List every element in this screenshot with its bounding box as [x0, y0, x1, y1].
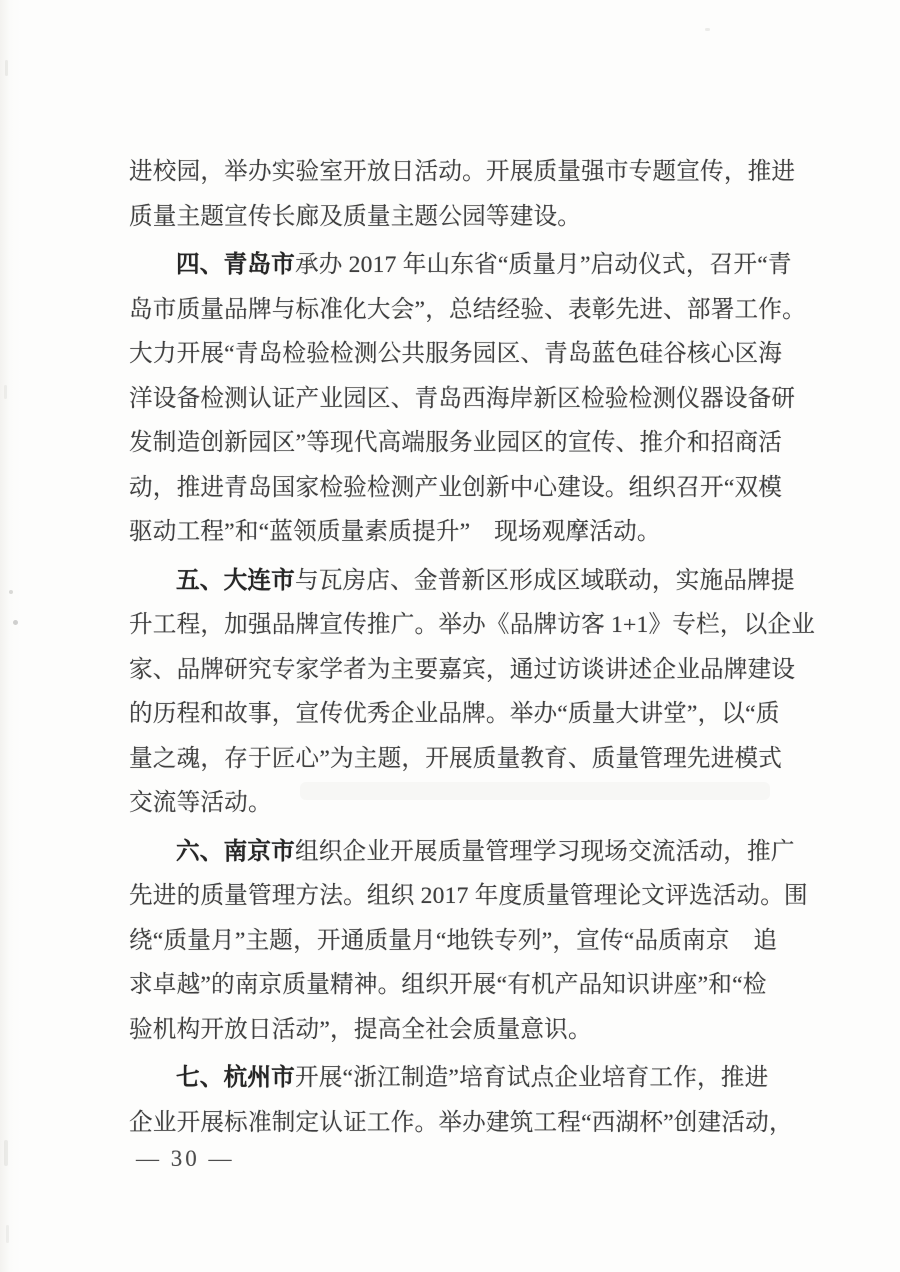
- line-text: 进校园，举办实验室开放日活动。开展质量强市专题宣传，推进: [129, 159, 796, 185]
- text-line: [129, 648, 799, 693]
- city-heading-nanjing: 六、南京市: [176, 838, 295, 865]
- text-line: [129, 195, 799, 240]
- scan-edge-mark: [4, 1140, 8, 1166]
- text-line: [129, 377, 799, 422]
- page-number: — 30 —: [136, 1146, 235, 1171]
- scan-edge-mark: [6, 1225, 9, 1243]
- line-text: 绕“质量月”主题，开通质量月“地铁专列”，宣传“品质南京 追: [129, 927, 778, 954]
- line-text: 承办 2017 年山东省“质量月”启动仪式，召开“青: [294, 252, 792, 278]
- line-text: 先进的质量管理方法。组织 2017 年度质量管理论文评选活动。围: [129, 883, 808, 909]
- line-text: 开展“浙江制造”培育试点企业培育工作，推进: [294, 1065, 769, 1091]
- scan-edge-mark: [4, 385, 7, 399]
- line-text: 的历程和故事，宣传优秀企业品牌。举办“质量大讲堂”，以“质: [129, 701, 780, 727]
- scan-speck: [705, 28, 710, 31]
- text-line: [129, 874, 808, 919]
- line-text: 与瓦房店、金普新区形成区域联动，实施品牌提: [294, 567, 795, 594]
- text-line: [129, 466, 799, 511]
- document-body: [129, 150, 816, 1145]
- line-text: 驱动工程”和“蓝领质量素质提升” 现场观摩活动。: [129, 519, 661, 545]
- text-line: [129, 692, 799, 737]
- city-heading-dalian: 五、大连市: [176, 567, 295, 594]
- text-line: [129, 603, 816, 648]
- line-text: 量之魂，存于匠心”为主题，开展质量教育、质量管理先进模式: [129, 745, 783, 772]
- line-text: 大力开展“青岛检验检测公共服务园区、青岛蓝色硅谷核心区海: [129, 341, 783, 367]
- line-text: 求卓越”的南京质量精神。组织开展“有机产品知识讲座”和“检: [129, 972, 767, 998]
- text-line: [129, 781, 799, 826]
- line-text: 交流等活动。: [129, 790, 272, 816]
- text-line: [129, 510, 799, 555]
- scan-edge-mark: [5, 60, 8, 76]
- line-text: 家、品牌研究专家学者为主要嘉宾，通过访谈讲述企业品牌建设: [129, 656, 796, 683]
- scan-speck: [9, 590, 13, 594]
- line-text: 动，推进青岛国家检验检测产业创新中心建设。组织召开“双模: [129, 474, 783, 501]
- text-line-paragraph-start: [129, 830, 799, 875]
- line-text: 升工程，加强品牌宣传推广。举办《品牌访客 1+1》专栏，以企业: [129, 612, 816, 638]
- text-line-paragraph-start: [129, 559, 799, 604]
- line-text: 验机构开放日活动”，提高全社会质量意识。: [129, 1016, 592, 1043]
- line-text: 质量主题宣传长廊及质量主题公园等建设。: [129, 203, 582, 230]
- line-text: 发制造创新园区”等现代高端服务业园区的宣传、推介和招商活: [129, 430, 783, 456]
- city-heading-qingdao: 四、青岛市: [176, 252, 295, 278]
- text-line: [129, 963, 799, 1008]
- line-text: 组织企业开展质量管理学习现场交流活动，推广: [294, 838, 795, 865]
- text-line: [129, 288, 806, 333]
- scan-speck: [13, 620, 18, 625]
- text-line: [129, 737, 799, 782]
- text-line: [129, 919, 799, 964]
- text-line: [129, 421, 799, 466]
- line-text: 企业开展标准制定认证工作。举办建筑工程“西湖杯”创建活动，: [129, 1109, 793, 1136]
- text-line: [129, 332, 799, 377]
- line-text: 岛市质量品牌与标准化大会”，总结经验、表彰先进、部署工作。: [129, 296, 806, 323]
- text-line: [129, 1008, 799, 1053]
- text-line: [129, 1101, 799, 1146]
- text-line-paragraph-start: [129, 243, 799, 288]
- city-heading-hangzhou: 七、杭州市: [176, 1065, 295, 1091]
- text-line: [129, 150, 799, 195]
- line-text: 洋设备检测认证产业园区、青岛西海岸新区检验检测仪器设备研: [129, 385, 796, 412]
- text-line-paragraph-start: [129, 1056, 799, 1101]
